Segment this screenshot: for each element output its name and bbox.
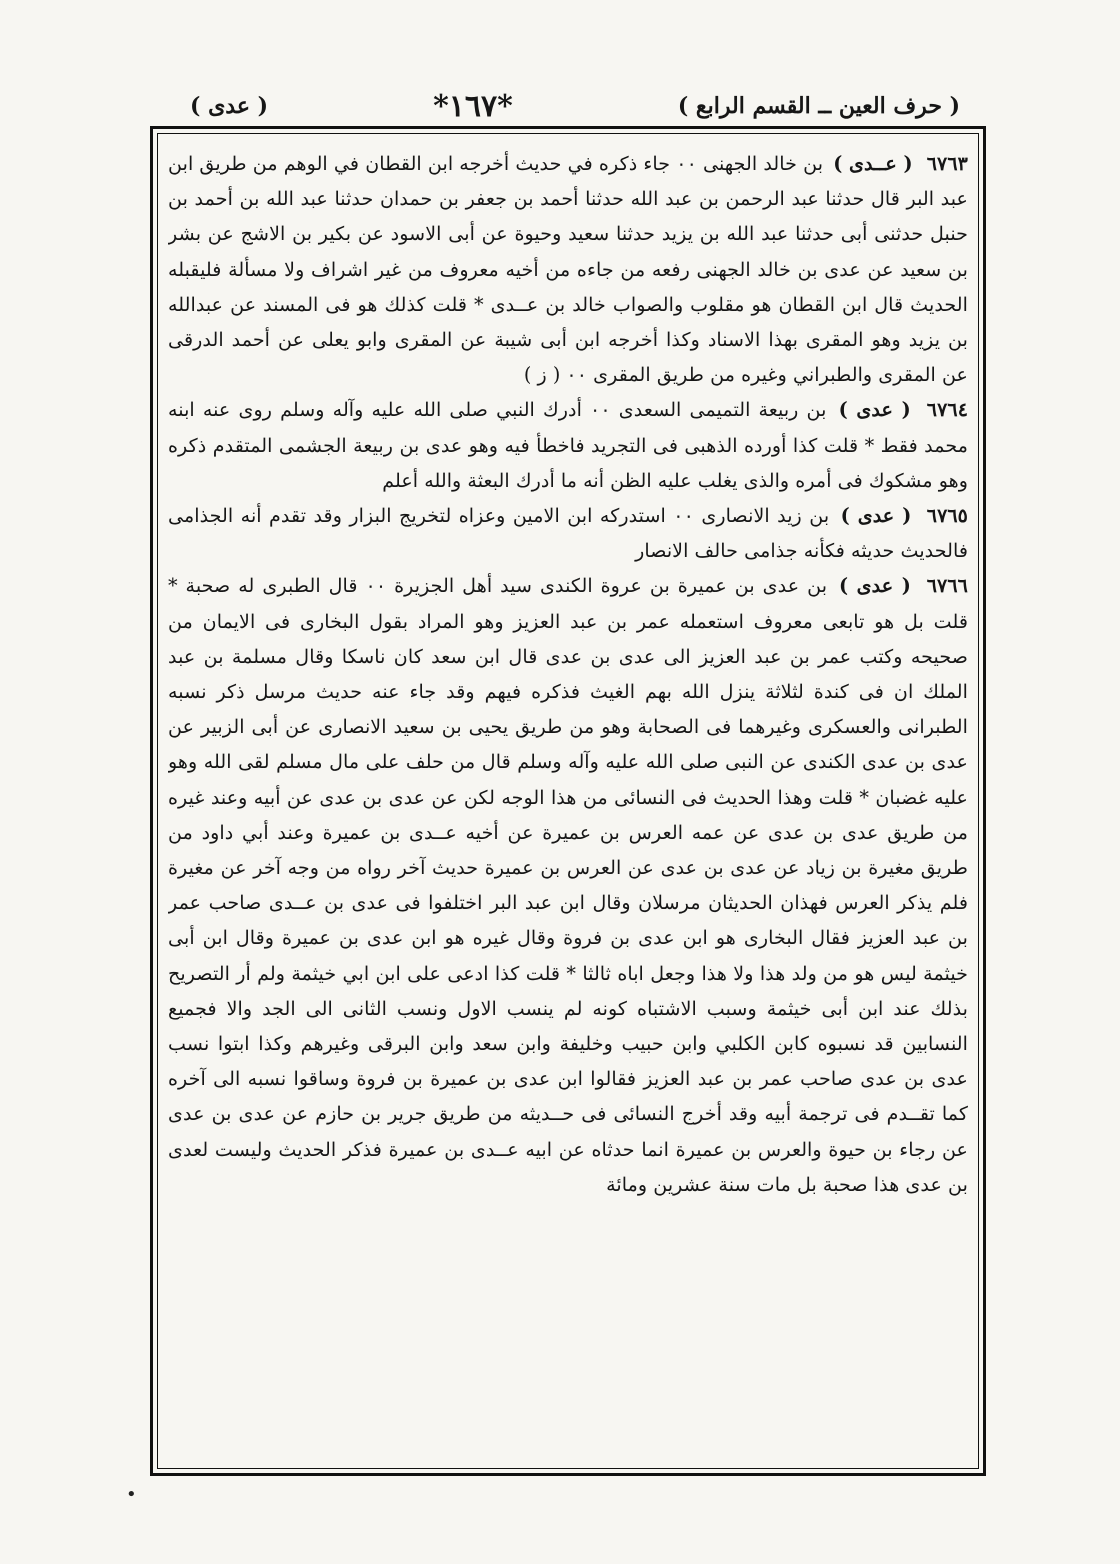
entry-6764 [168, 392, 968, 498]
margin-dot: • [126, 1484, 137, 1505]
entry-number: ٦٧٦٦ [926, 574, 968, 598]
entry-heading: ( عــدى ) [833, 152, 913, 175]
running-head-chapter: ( حرف العين ــ القسم الرابع ) [677, 93, 960, 119]
page-header [190, 88, 960, 124]
body-text [168, 146, 968, 1466]
entry-text: بن عدى بن عميرة بن عروة الكندى سيد أهل الجزيرة ٠٠ قال الطبرى له صحبة * قلت بل هو تابعى معروف استعمله عمر بن عبد العزيز وهو المراد بقول البخارى فى الايمان من صحيحه وكتب عمر بن عبد العزيز الى عدى بن عدى قال ابن سعد كان ناسكا وقال مسلمة بن عبد الملك ان فى كندة لثلاثة ينزل الله بهم الغيث فذكره فيهم وقد جاء عنه حديث مرسل ذكر نسبه الطبرانى والعسكرى وغيرهما فى الصحابة وهو من طريق يحيى بن سعيد الانصارى عن أبى الزبير عن عدى بن عدى الكندى عن النبى صلى الله عليه وآله وسلم قال من حلف على مال مسلم لقى الله وهو عليه غضبان * قلت وهذا الحديث فى النسائى من هذا الوجه لكن عن عدى بن عدى عن أبيه وعند غيره من طريق عدى بن عدى عن عمه العرس بن عميرة عن أخيه عــدى بن عميرة وعند أبي داود من طريق مغيرة بن زياد عن عدى بن عدى عن العرس بن عميرة حديث آخر رواه من وجه آخر عن مغيرة فلم يذكر العرس فهذان الحديثان مرسلان وقال ابن عبد البر اختلفوا فى عدى بن عــدى صاحب عمر بن عبد العزيز فقال البخارى هو ابن عدى بن فروة وقال غيره هو ابن عدى بن عميرة وقال ابن أبى خيثمة ليس هو من ولد هذا ولا هذا وجعل اباه ثالثا * قلت كذا ادعى على ابن ابي خيثمة ولم أر التصريح بذلك عند ابن أبى خيثمة وسبب الاشتباه كونه لم ينسب الاول ونسب الثانى الى الجد والا فجميع النسابين قد نسبوه كابن الكلبي وابن حبيب وخليفة وابن سعد وابن البرقى وغيرهم وكذا ابتوا نسب عدى بن عدى صاحب عمر بن عبد العزيز فقالوا ابن عدى بن عميرة بن فروة وساقوا نسبه الى آخره كما تقــدم فى ترجمة أبيه وقد أخرج النسائى فى حــديثه من طريق جرير بن حازم عن عدى بن عدى عن رجاء بن حيوة والعرس بن عميرة انما حدثاه عن ابيه عــدى بن عميرة فذكر الحديث وليست لعدى بن عدى هذا صحبة بل مات سنة عشرين ومائة [168, 574, 968, 1196]
entry-heading: ( عدى ) [838, 398, 911, 422]
entry-number: ٦٧٦٤ [926, 398, 968, 422]
entry-number: ٦٧٦٣ [926, 152, 968, 175]
page-number: *١٦٧* [433, 88, 513, 124]
entry-text: بن ربيعة التميمى السعدى ٠٠ أدرك النبي صلى الله عليه وآله وسلم روى عنه ابنه محمد فقط * قلت كذا أورده الذهبى فى التجريد فاخطأ فيه وهو عدى بن ربيعة الجشمى المتقدم ذكره وهو مشكوك فى أمره والذى يغلب عليه الظن أنه ما أدرك البعثة والله أعلم [168, 398, 968, 492]
entry-text: بن زيد الانصارى ٠٠ استدركه ابن الامين وعزاه لتخريج البزار وقد تقدم أنه الجذامى فالحديث حديثه فكأنه جذامى حالف الانصار [168, 504, 968, 563]
entry-heading: ( عدى ) [839, 574, 911, 598]
running-head-entry: ( عدى ) [190, 93, 269, 119]
entry-text: بن خالد الجهنى ٠٠ جاء ذكره في حديث أخرجه ابن القطان في الوهم من طريق ابن عبد البر قال حدثنا عبد الرحمن بن عبد الله حدثنا أحمد بن جعفر بن حمدان حدثنا عبد الله بن أحمد بن حنبل حدثنى أبى حدثنا عبد الله بن يزيد حدثنا سعيد وحيوة عن أبى الاسود عن بكير بن الاشج عن بشر بن سعيد عن عدى بن خالد الجهنى رفعه من جاءه من أخيه معروف من غير اشراف ولا مسألة فليقبله الحديث قال ابن القطان هو مقلوب والصواب خالد بن عــدى * قلت كذلك هو فى المسند عن عبدالله بن يزيد وهو المقرى بهذا الاسناد وكذا أخرجه ابن أبى شيبة عن المقرى وابو يعلى عن أحمد الدرقى عن المقرى والطبراني وغيره من طريق المقرى ٠٠ ( ز ) [168, 152, 968, 387]
entry-6763 [168, 146, 968, 392]
entry-6766 [168, 568, 968, 1202]
entry-heading: ( عدى ) [840, 504, 912, 528]
entry-6765 [168, 498, 968, 568]
entry-number: ٦٧٦٥ [926, 504, 968, 528]
